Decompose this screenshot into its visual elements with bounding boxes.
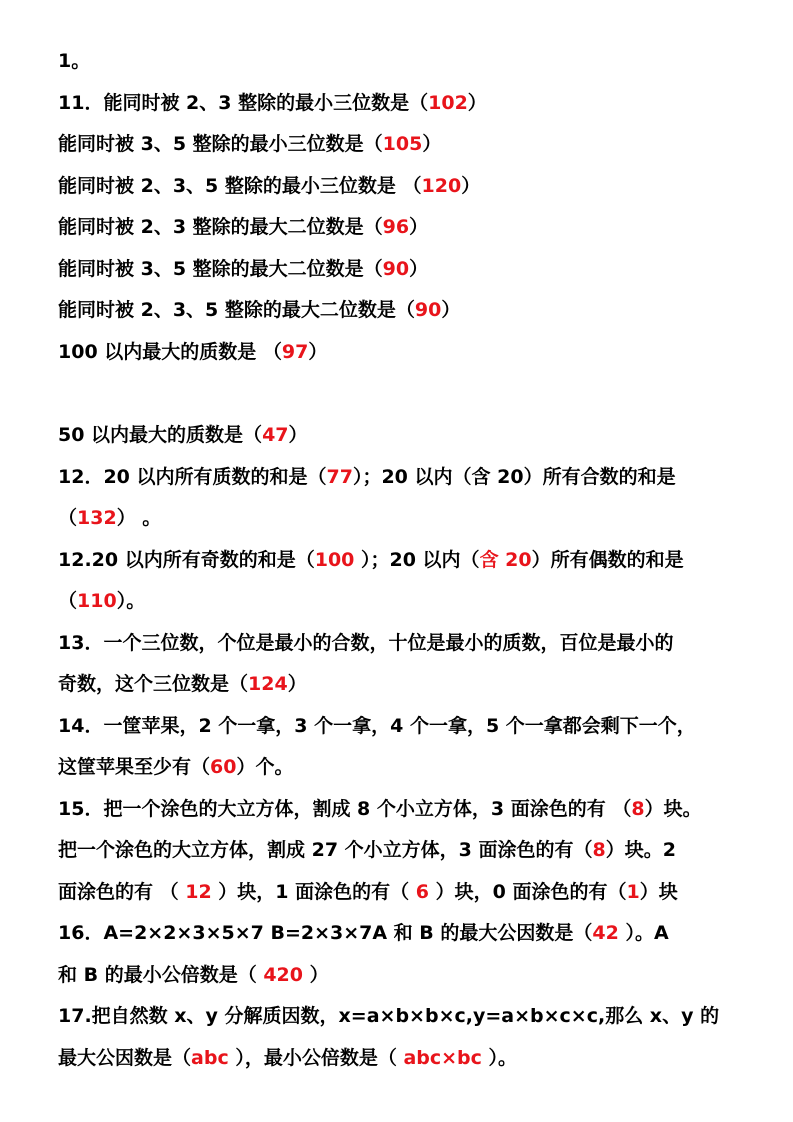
answer-text: 47 <box>262 424 289 446</box>
text-line <box>58 672 307 696</box>
question-text: ）。 <box>116 590 146 612</box>
text-line <box>58 298 460 322</box>
answer-text: 132 <box>77 507 117 529</box>
question-text: ） <box>467 92 487 114</box>
question-text: 面涂色的有 （ <box>58 881 186 903</box>
text-line <box>58 714 696 738</box>
text-line <box>58 465 676 489</box>
question-text: ） <box>303 964 329 986</box>
answer-text: 90 <box>414 299 442 321</box>
text-line <box>58 631 673 655</box>
text-line <box>58 1046 517 1070</box>
text-line <box>58 257 428 281</box>
question-text: 100 以内最大的质数是 （ <box>58 341 282 363</box>
question-text: 奇数，这个三位数是（ <box>58 673 249 695</box>
question-text: 能同时被 3、5 整除的最大二位数是（ <box>58 258 383 280</box>
text-line <box>58 49 90 73</box>
question-text: 16．A=2×2×3×5×7 B=2×3×7A 和 B 的最大公因数是（ <box>58 922 593 944</box>
question-text: 把一个涂色的大立方体，割成 27 个小立方体，3 面涂色的有（ <box>58 839 593 861</box>
answer-text: 100 <box>314 549 355 571</box>
answer-text: 含 20 <box>479 549 532 571</box>
text-line <box>58 755 293 779</box>
question-text: 最大公因数是（ <box>58 1047 192 1069</box>
answer-text: 90 <box>382 258 410 280</box>
text-line <box>58 423 308 447</box>
question-text: ） <box>287 673 307 695</box>
question-text: ） <box>461 175 481 197</box>
question-text: ）块，0 面涂色的有（ <box>429 881 627 903</box>
answer-text: 96 <box>382 216 410 238</box>
question-text: 11．能同时被 2、3 整除的最小三位数是（ <box>58 92 429 114</box>
answer-text: 77 <box>326 466 353 488</box>
question-text: ）个。 <box>236 756 294 778</box>
question-text: 13．一个三位数，个位是最小的合数，十位是最小的质数，百位是最小的 <box>58 632 674 654</box>
answer-text: 1 <box>626 881 640 903</box>
question-text: ）块，1 面涂色的有（ <box>211 881 416 903</box>
question-text: ） <box>409 216 429 238</box>
answer-text: abc×bc <box>403 1047 482 1069</box>
answer-text: 6 <box>415 881 429 903</box>
text-line <box>58 589 145 613</box>
answer-text: 420 <box>263 964 303 986</box>
answer-text: 12 <box>185 881 212 903</box>
question-text: 能同时被 2、3、5 整除的最大二位数是（ <box>58 299 415 321</box>
answer-text: 105 <box>382 133 423 155</box>
text-line <box>58 880 678 904</box>
question-text: 能同时被 2、3 整除的最大二位数是（ <box>58 216 383 238</box>
text-line <box>58 963 329 987</box>
question-text: ） <box>409 258 429 280</box>
question-text: ）。A <box>618 922 669 944</box>
answer-text: 42 <box>592 922 619 944</box>
text-line <box>58 340 327 364</box>
text-line <box>58 132 441 156</box>
answer-text: 120 <box>421 175 462 197</box>
question-text: ）；20 以内（ <box>354 549 480 571</box>
question-text: ）块。2 <box>605 839 676 861</box>
text-line <box>58 838 676 862</box>
question-text: ）块。 <box>644 798 702 820</box>
question-text: （ <box>58 507 78 529</box>
question-text: 14．一筐苹果，2 个一拿，3 个一拿，4 个一拿，5 个一拿都会剩下一个， <box>58 715 696 737</box>
answer-text: abc <box>191 1047 229 1069</box>
answer-text: 110 <box>77 590 117 612</box>
question-text: 50 以内最大的质数是（ <box>58 424 263 446</box>
question-text: ） <box>441 299 461 321</box>
answer-text: 8 <box>631 798 645 820</box>
answer-text: 60 <box>210 756 237 778</box>
question-text: 能同时被 2、3、5 整除的最小三位数是 （ <box>58 175 422 197</box>
question-text: ），最小公倍数是（ <box>228 1047 404 1069</box>
text-line <box>58 506 161 530</box>
text-line <box>58 921 669 945</box>
text-line <box>58 174 480 198</box>
text-line <box>58 797 702 821</box>
text-line <box>58 91 487 115</box>
question-text: 能同时被 3、5 整除的最小三位数是（ <box>58 133 383 155</box>
question-text: ） <box>308 341 328 363</box>
answer-text: 124 <box>248 673 288 695</box>
question-text: ） <box>288 424 308 446</box>
question-text: 12．20 以内所有质数的和是（ <box>58 466 327 488</box>
question-text: ）块 <box>639 881 678 903</box>
question-text: （ <box>58 590 78 612</box>
question-text: ）；20 以内（含 20）所有合数的和是 <box>352 466 676 488</box>
question-text: 和 B 的最小公倍数是（ <box>58 964 264 986</box>
question-text: ）。 <box>481 1047 518 1069</box>
answer-text: 97 <box>281 341 309 363</box>
text-line <box>58 1004 719 1028</box>
question-text: ）所有偶数的和是 <box>531 549 684 571</box>
question-text: 12.20 以内所有奇数的和是（ <box>58 549 315 571</box>
text-line <box>58 548 684 572</box>
question-text: 15．把一个涂色的大立方体，割成 8 个小立方体，3 面涂色的有 （ <box>58 798 632 820</box>
question-text: ） <box>422 133 442 155</box>
answer-text: 8 <box>592 839 606 861</box>
answer-text: 102 <box>428 92 468 114</box>
question-text: 这筐苹果至少有（ <box>58 756 211 778</box>
question-text: ） 。 <box>116 507 162 529</box>
question-text: 1。 <box>58 50 91 72</box>
question-text: 17.把自然数 x、y 分解质因数，x=a×b×b×c,y=a×b×c×c,那么 x、y 的 <box>58 1005 720 1027</box>
text-line <box>58 215 428 239</box>
